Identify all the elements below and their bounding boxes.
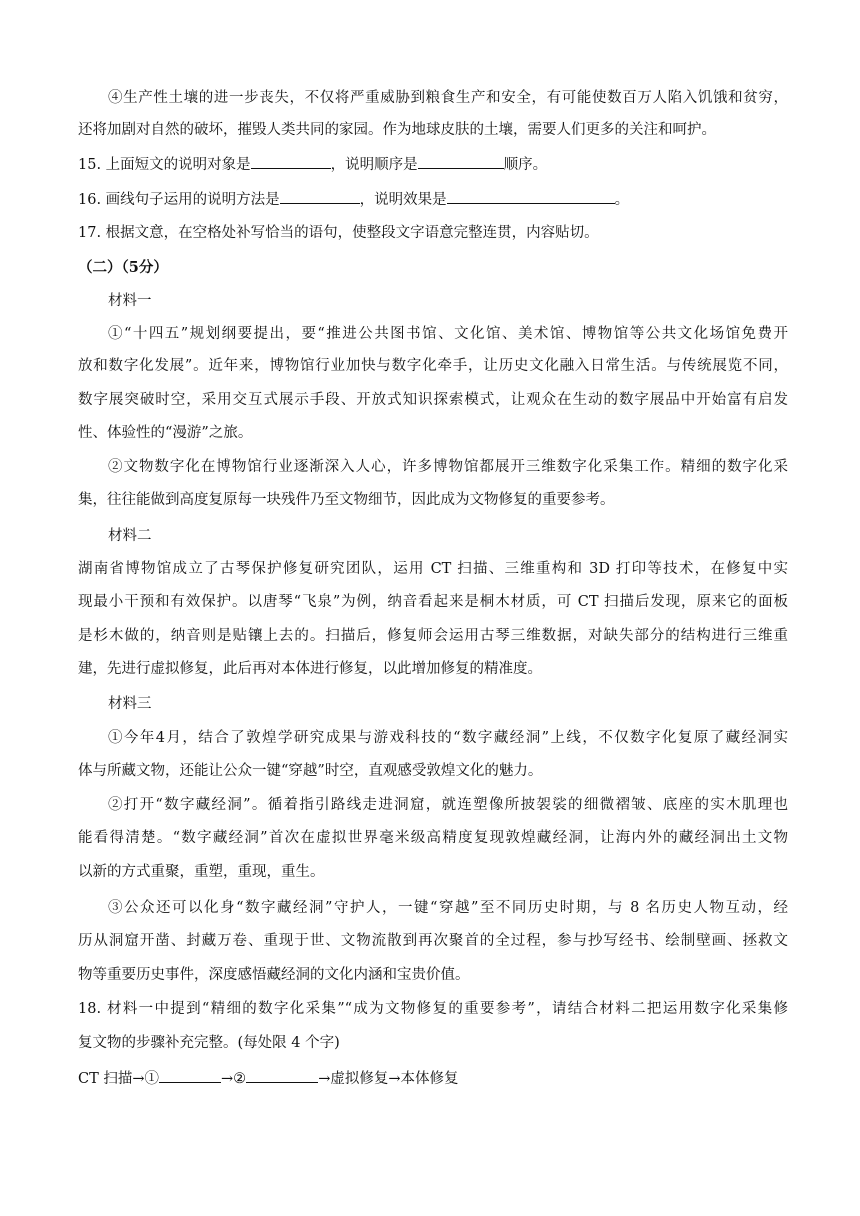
material-1-p1-line-2: 放和数字化发展”。近年来，博物馆行业加快与数字化牵手，让历史文化融入日常生活。与传统展览不同， bbox=[78, 358, 788, 374]
material-3-p2-line-1: ②打开“数字藏经洞”。循着指引路线走进洞窟，就连塑像所披袈裟的细微褶皱、底座的实木肌理也 bbox=[108, 797, 788, 813]
question-15 bbox=[78, 154, 788, 175]
question-15-mid: ，说明顺序是 bbox=[330, 157, 418, 173]
section-title: （二）（5分） bbox=[78, 259, 168, 276]
answer-blank-18-step-1[interactable] bbox=[159, 1068, 221, 1083]
question-16-mid: ，说明效果是 bbox=[359, 192, 447, 208]
question-18-line-1: 18. 材料一中提到“精细的数字化采集”“成为文物修复的重要参考”，请结合材料二把运用数字化采集修 bbox=[78, 1001, 788, 1017]
flow-end: →虚拟修复→本体修复 bbox=[318, 1071, 459, 1087]
material-1-p1-line-1: ①“十四五”规划纲要提出，要“推进公共图书馆、文化馆、美术馆、博物馆等公共文化场馆免费开 bbox=[108, 326, 788, 342]
material-2-line-3: 是杉木做的，纳音则是贴镶上去的。扫描后，修复师会运用古琴三维数据，对缺失部分的结构进行三维重 bbox=[78, 628, 788, 644]
material-2-label: 材料二 bbox=[108, 528, 152, 544]
material-2-line-1: 湖南省博物馆成立了古琴保护修复研究团队，运用 CT 扫描、三维重构和 3D 打印等技术，在修复中实 bbox=[78, 561, 788, 577]
answer-blank-15-object[interactable] bbox=[251, 154, 331, 169]
material-3-p1-line-2: 体与所藏文物，还能让公众一键“穿越”时空，直观感受敦煌文化的魅力。 bbox=[78, 763, 543, 779]
material-3-p3-line-2: 历从洞窟开凿、封藏万卷、重现于世、文物流散到再次聚首的全过程，参与抄写经书、绘制壁画、拯救文 bbox=[78, 933, 788, 949]
question-16-prefix: 16. 画线句子运用的说明方法是 bbox=[78, 192, 280, 208]
paragraph-4-line-2: 还将加剧对自然的破坏，摧毁人类共同的家园。作为地球皮肤的土壤，需要人们更多的关注和呵护。 bbox=[78, 122, 716, 138]
paragraph-4-line-1: ④生产性土壤的进一步丧失，不仅将严重威胁到粮食生产和安全，有可能使数百万人陷入饥饿和贫穷， bbox=[108, 90, 788, 106]
material-3-p2-line-3: 以新的方式重聚，重塑，重现，重生。 bbox=[78, 864, 325, 880]
material-3-p2-line-2: 能看得清楚。“数字藏经洞”首次在虚拟世界毫米级高精度复现敦煌藏经洞，让海内外的藏经洞出土文物 bbox=[78, 830, 788, 846]
material-3-p1-line-1: ①今年4月，结合了敦煌学研究成果与游戏科技的“数字藏经洞”上线，不仅数字化复原了藏经洞实 bbox=[108, 730, 788, 746]
flow-arrow-2: →② bbox=[221, 1071, 247, 1087]
question-16 bbox=[78, 189, 788, 210]
material-1-p2-line-2: 集，往往能做到高度复原每一块残件乃至文物细节，因此成为文物修复的重要参考。 bbox=[78, 492, 615, 508]
material-2-line-2: 现最小干预和有效保护。以唐琴“飞泉”为例，纳音看起来是桐木材质，可 CT 扫描后发现，原来它的面板 bbox=[78, 594, 788, 610]
material-3-p3-line-1: ③公众还可以化身“数字藏经洞”守护人，一键“穿越”至不同历史时期，与 8 名历史人物互动，经 bbox=[108, 900, 788, 916]
answer-blank-15-order[interactable] bbox=[418, 154, 504, 169]
question-17: 17. 根据文意，在空格处补写恰当的语句，使整段文字语意完整连贯，内容贴切。 bbox=[78, 225, 599, 241]
material-1-p1-line-4: 性、体验性的“漫游”之旅。 bbox=[78, 425, 253, 441]
material-1-p1-line-3: 数字展突破时空，采用交互式展示手段、开放式知识探索模式，让观众在生动的数字展品中开始富有启发 bbox=[78, 392, 788, 408]
question-16-suffix: 。 bbox=[614, 192, 630, 208]
question-18-flow bbox=[78, 1068, 788, 1089]
material-1-p2-line-1: ②文物数字化在博物馆行业逐渐深入人心，许多博物馆都展开三维数字化采集工作。精细的数字化采 bbox=[108, 459, 788, 475]
material-3-label: 材料三 bbox=[108, 696, 152, 712]
question-15-suffix: 顺序。 bbox=[503, 157, 548, 173]
material-1-label: 材料一 bbox=[108, 293, 152, 309]
question-15-prefix: 15. 上面短文的说明对象是 bbox=[78, 157, 251, 173]
flow-start: CT 扫描→① bbox=[78, 1071, 160, 1087]
answer-blank-16-method[interactable] bbox=[280, 189, 360, 204]
question-18-line-2: 复文物的步骤补充完整。(每处限 4 个字) bbox=[78, 1035, 340, 1051]
answer-blank-18-step-2[interactable] bbox=[246, 1068, 318, 1083]
material-3-p3-line-3: 物等重要历史事件，深度感悟藏经洞的文化内涵和宝贵价值。 bbox=[78, 967, 470, 983]
answer-blank-16-effect[interactable] bbox=[447, 189, 615, 204]
material-2-line-4: 建，先进行虚拟修复，此后再对本体进行修复，以此增加修复的精准度。 bbox=[78, 661, 542, 677]
